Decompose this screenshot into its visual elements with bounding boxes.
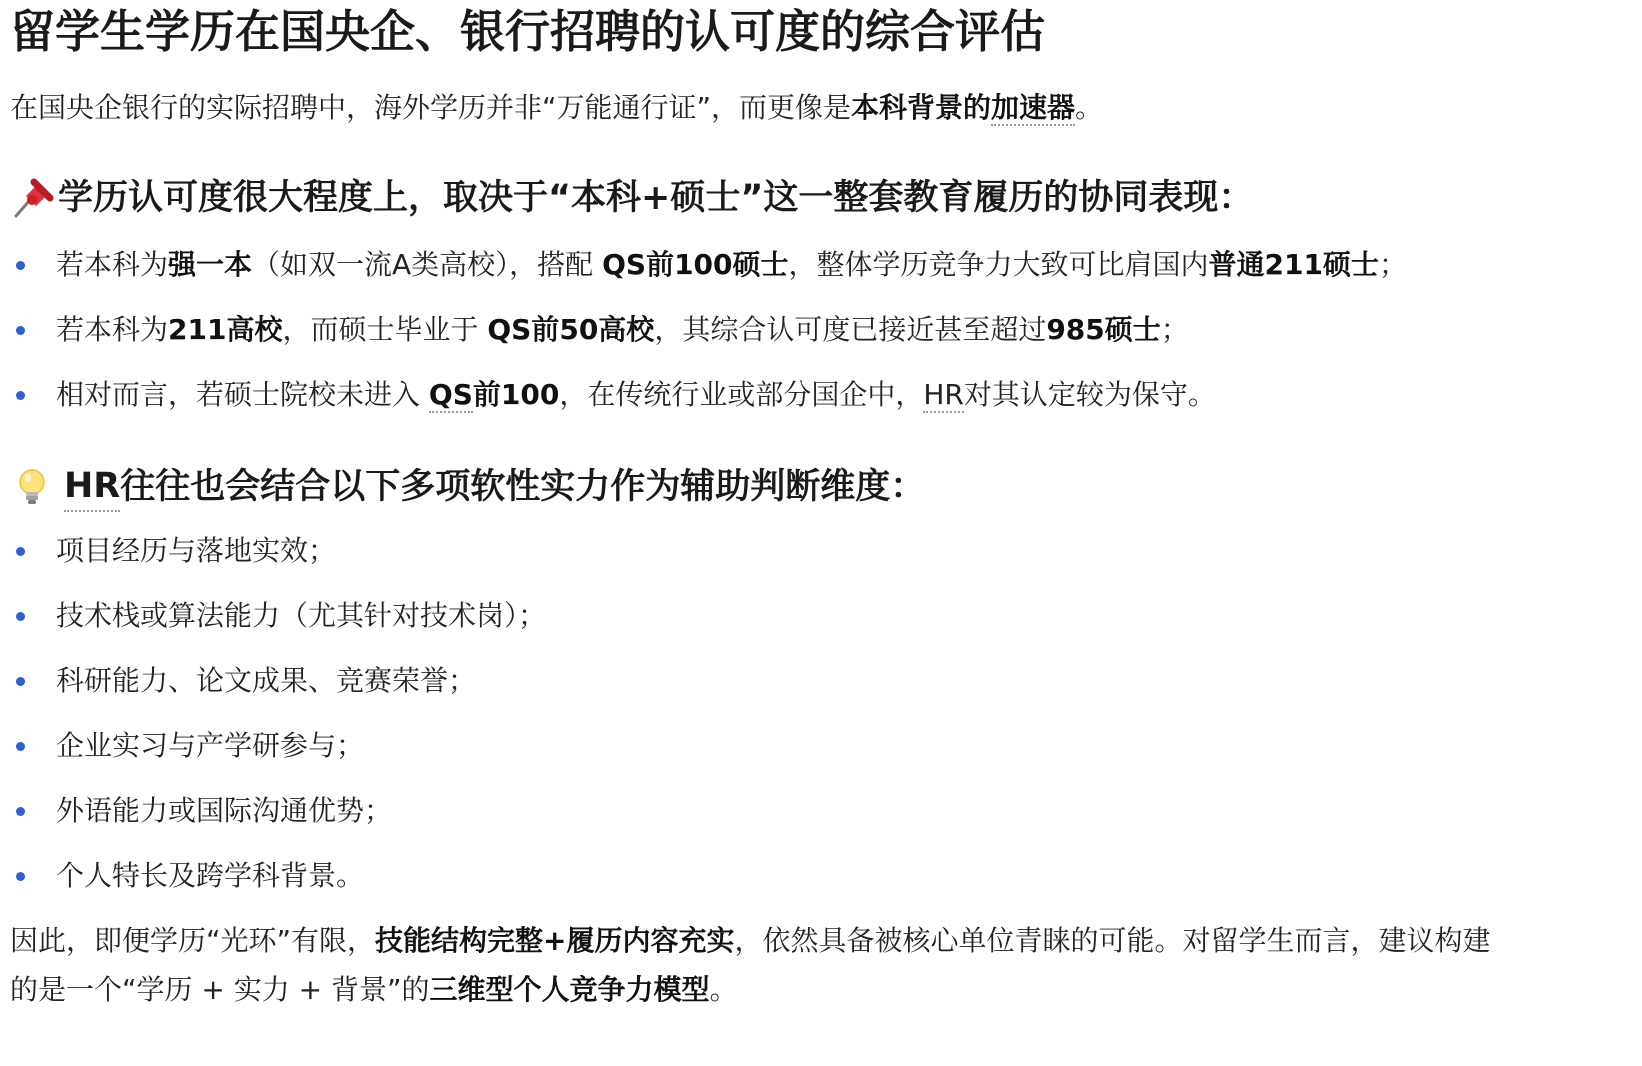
list-item xyxy=(10,243,1610,287)
section2-heading xyxy=(10,462,925,512)
bullet-dot xyxy=(16,742,25,751)
list-item-text: 外语能力或国际沟通优势； xyxy=(56,794,393,827)
list-item xyxy=(10,854,1010,898)
lightbulb-icon xyxy=(10,465,54,509)
list-item-text: 个人特长及跨学科背景。 xyxy=(56,859,365,892)
conclusion-line-2: 的是一个“学历 + 实力 + 背景”的三维型个人竞争力模型。 xyxy=(10,973,738,1006)
list-item-text: 项目经历与落地实效； xyxy=(56,534,337,567)
intro-end: 。 xyxy=(1075,91,1104,124)
page-title: 留学生学历在国央企、银行招聘的认可度的综合评估 xyxy=(10,5,1046,58)
intro-bold: 本科背景的 xyxy=(851,91,992,124)
list-item-text: 若本科为强一本（如双一流A类高校），搭配 QS前100硕士，整体学历竞争力大致可比肩国内普通211硕士； xyxy=(56,248,1407,281)
bullet-dot xyxy=(16,612,25,621)
list-item-text: 科研能力、论文成果、竞赛荣誉； xyxy=(56,664,477,697)
list-item xyxy=(10,659,1010,703)
list-item-text: 若本科为211高校，而硕士毕业于 QS前50高校，其综合认可度已接近甚至超过985硕士； xyxy=(56,313,1189,346)
list-item-text: 技术栈或算法能力（尤其针对技术岗）； xyxy=(56,599,547,632)
list-item xyxy=(10,789,1010,833)
hr-heading-term[interactable]: HR xyxy=(64,462,120,512)
list-item xyxy=(10,724,1010,768)
intro-bold-term[interactable]: 加速器 xyxy=(991,91,1076,124)
intro-text: 在国央企银行的实际招聘中，海外学历并非“万能通行证”，而更像是 xyxy=(10,91,852,124)
list-item xyxy=(10,594,1010,638)
bullet-dot xyxy=(16,872,25,881)
section1-heading-text: 学历认可度很大程度上，取决于“本科+硕士”这一整套教育履历的协同表现： xyxy=(58,178,1254,218)
conclusion-line-1: 因此，即便学历“光环”有限，技能结构完整+履历内容充实，依然具备被核心单位青睐的可能。对留学生而言，建议构建 xyxy=(10,924,1491,957)
intro-paragraph xyxy=(10,88,1103,128)
list-item xyxy=(10,529,1010,573)
list-item xyxy=(10,373,1610,417)
bullet-dot xyxy=(16,326,25,335)
bullet-dot xyxy=(16,677,25,686)
hr-term[interactable]: HR xyxy=(923,378,964,411)
list-item xyxy=(10,308,1610,352)
list-item-text: 相对而言，若硕士院校未进入 QS前100，在传统行业或部分国企中，HR对其认定较为保守。 xyxy=(56,378,1216,411)
qs-term[interactable]: QS xyxy=(428,378,473,411)
bullet-dot xyxy=(16,391,25,400)
list-item-text: 企业实习与产学研参与； xyxy=(56,729,365,762)
pushpin-icon xyxy=(10,176,54,220)
section2-heading-text: 往往也会结合以下多项软性实力作为辅助判断维度： xyxy=(120,467,926,507)
bullet-dot xyxy=(16,547,25,556)
section1-heading xyxy=(10,174,1253,222)
bullet-dot xyxy=(16,261,25,270)
bullet-dot xyxy=(16,807,25,816)
